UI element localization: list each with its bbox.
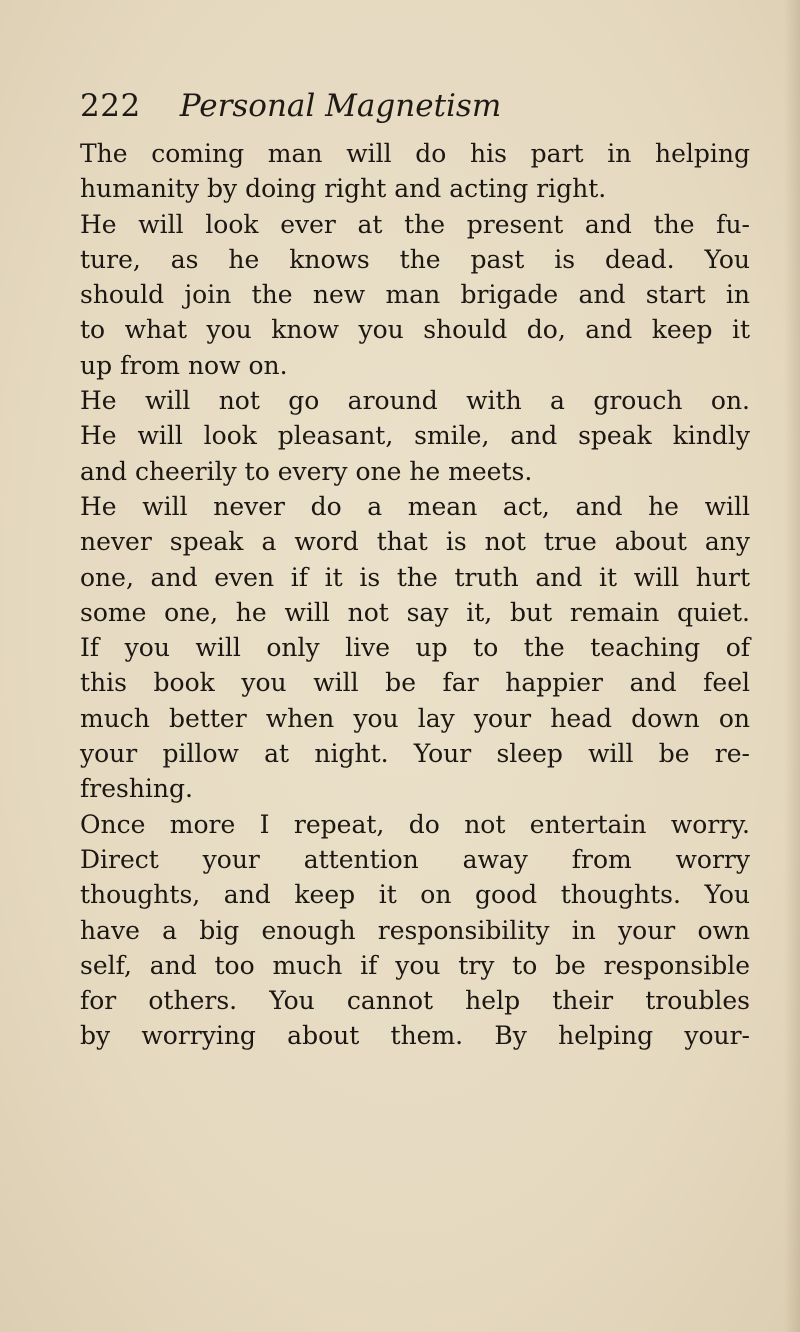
text-line: He will not go around with a grouch on. — [80, 386, 750, 416]
text-line: He will look ever at the present and the fu- — [80, 209, 750, 239]
text-line: by worrying about them. By helping your- — [80, 1021, 750, 1051]
text-line: should join the new man brigade and start in — [80, 280, 750, 310]
text-line: one, and even if it is the truth and it will hurt — [80, 562, 750, 592]
page-header — [80, 88, 501, 124]
text-line: and cheerily to every one he meets. — [80, 456, 533, 486]
running-title: Personal Magnetism — [179, 88, 502, 124]
text-line: If you will only live up to the teaching of — [80, 633, 750, 663]
text-line: this book you will be far happier and feel — [80, 668, 750, 698]
text-line: up from now on. — [80, 350, 288, 380]
text-line: He will look pleasant, smile, and speak kindly — [80, 421, 750, 451]
page-number: 222 — [80, 88, 141, 124]
text-line: The coming man will do his part in helping — [80, 139, 750, 168]
text-line: have a big enough responsibility in your own — [80, 915, 750, 945]
text-line: He will never do a mean act, and he will — [80, 491, 750, 521]
text-line: some one, he will not say it, but remain quiet. — [80, 597, 750, 627]
text-line: never speak a word that is not true about any — [80, 527, 750, 557]
text-line: to what you know you should do, and keep it — [80, 315, 750, 345]
text-line: for others. You cannot help their troubles — [80, 986, 750, 1016]
text-line: thoughts, and keep it on good thoughts. You — [80, 880, 750, 910]
text-line: freshing. — [80, 774, 193, 804]
text-line: humanity by doing right and acting right. — [80, 174, 607, 204]
text-line: Direct your attention away from worry — [80, 844, 750, 874]
page-edge-shadow — [784, 0, 800, 1332]
text-line: your pillow at night. Your sleep will be re- — [80, 739, 750, 769]
text-line: Once more I repeat, do not entertain worry. — [80, 809, 750, 839]
text-line: ture, as he knows the past is dead. You — [80, 244, 750, 274]
text-line: much better when you lay your head down on — [80, 703, 750, 733]
body-text — [80, 136, 750, 1054]
text-line: self, and too much if you try to be responsible — [80, 950, 750, 980]
